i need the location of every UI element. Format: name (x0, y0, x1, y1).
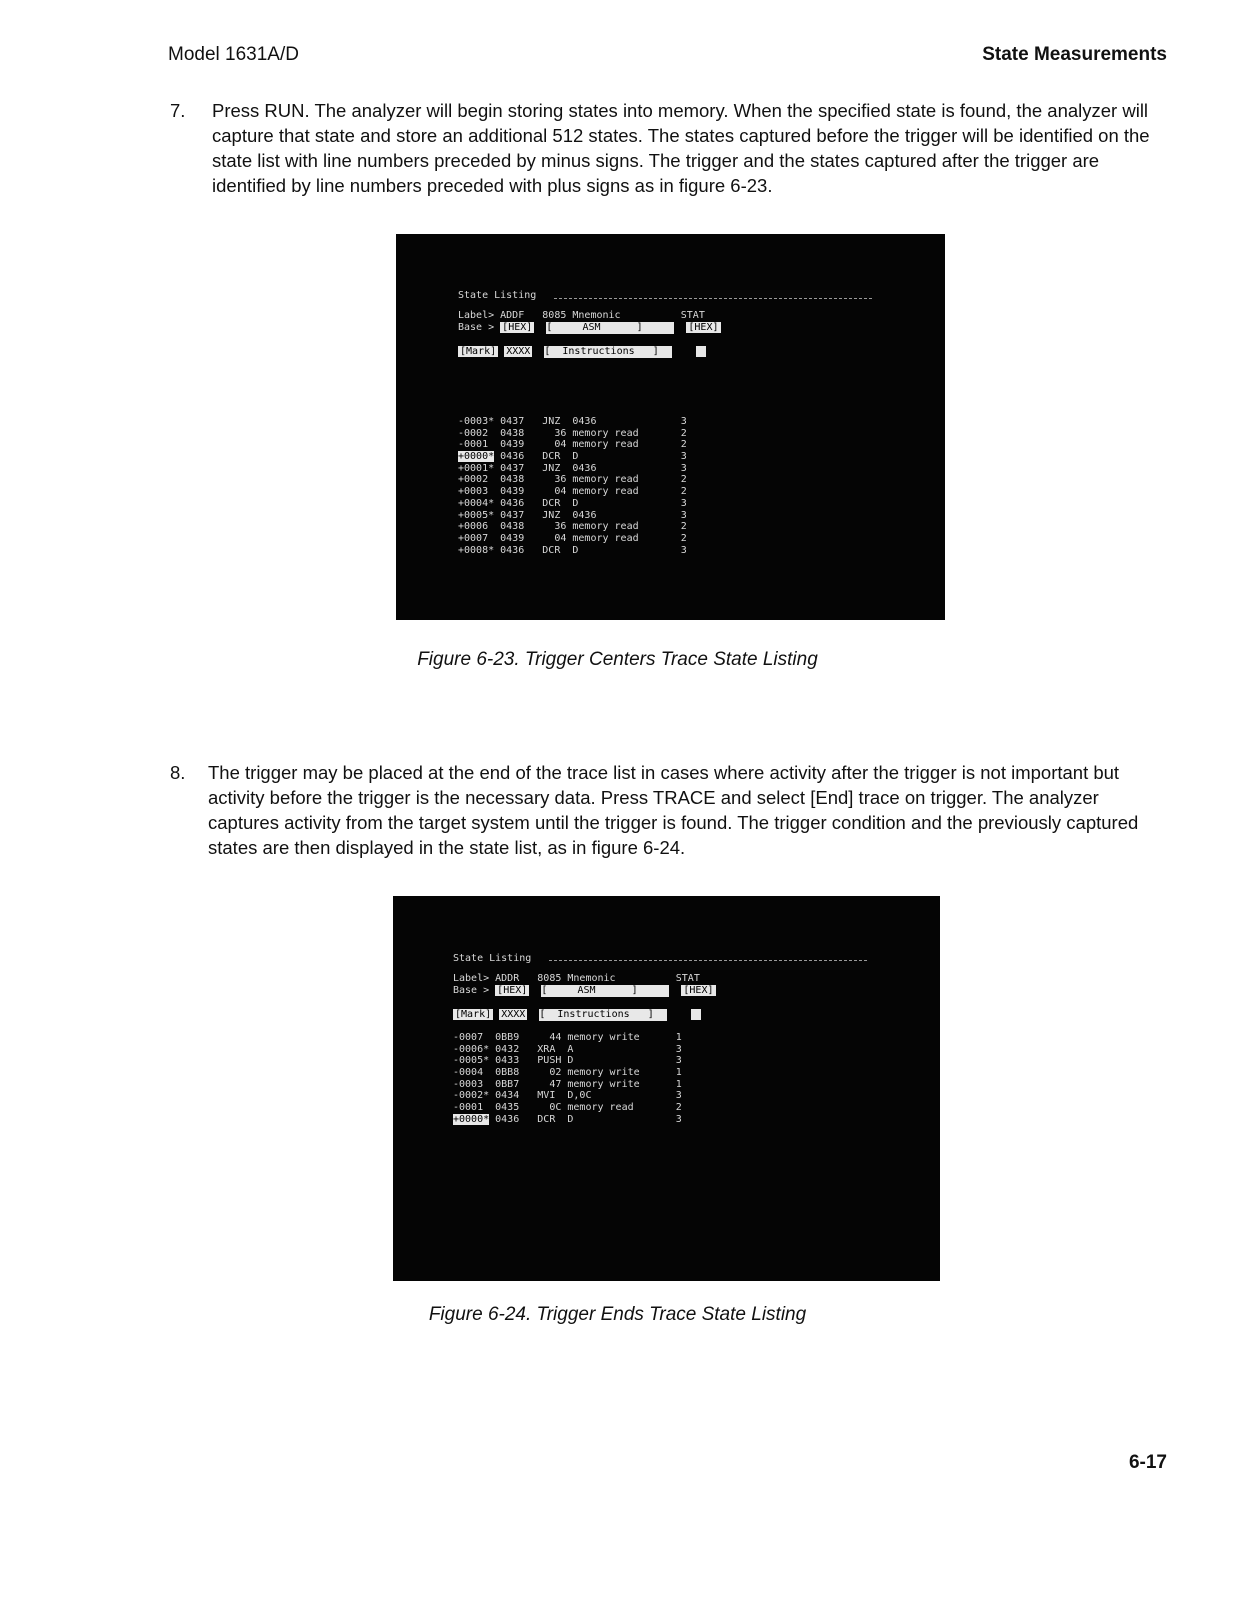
instructions-field[interactable]: [ Instructions ] (544, 346, 672, 358)
label-line: Label> ADDF 8085 Mnemonic STAT (458, 310, 705, 321)
mark-line (453, 1009, 701, 1021)
line-number: -0007 (453, 1032, 490, 1043)
state-fields: 0437 JNZ 0436 3 (494, 509, 687, 521)
state-row (453, 1114, 682, 1126)
state-fields: 0435 0C memory read 2 (489, 1102, 682, 1114)
mark-stat-cursor (696, 346, 706, 357)
base-line (458, 322, 721, 334)
mark-button[interactable]: [Mark] (460, 346, 497, 357)
state-row (458, 498, 687, 510)
figure-6-24-screen (393, 896, 940, 1281)
line-number: +0002 (458, 474, 495, 486)
state-fields: 0436 DCR D 3 (494, 451, 687, 463)
step-8-text: The trigger may be placed at the end of the trace list in cases where activity after the trigger is not important but activity before the trigger is the necessary data. Press TRACE and select [End] trace on trigger. The analyzer captures activity from the target system until the trigger is found. The trigger condition and the previously captured states are then displayed in the state list, as in figure 6-24. (208, 762, 1139, 858)
state-rows (458, 416, 687, 556)
state-fields: 0437 JNZ 0436 3 (494, 416, 687, 427)
line-number: -0001 (458, 439, 495, 451)
step-7 (170, 98, 1170, 198)
line-number: +0005* (458, 509, 495, 521)
header-model: Model 1631A/D (168, 44, 299, 65)
mark-stat-cursor (691, 1009, 701, 1020)
state-fields: 0433 PUSH D 3 (489, 1055, 682, 1067)
state-fields: 0438 36 memory read 2 (494, 521, 687, 533)
step-8-number: 8. (170, 762, 186, 783)
screen-title: State Listing (453, 953, 532, 964)
figure-6-23-caption: Figure 6-23. Trigger Centers Trace State Listing (417, 649, 818, 670)
base-prefix: Base > (458, 322, 501, 333)
page-number: 6-17 (1128, 1452, 1167, 1473)
line-number: -0004 (453, 1067, 490, 1079)
state-row (453, 1102, 682, 1114)
base-stat-field[interactable]: [HEX] (688, 322, 719, 333)
line-number: -0003* (458, 416, 495, 427)
state-row (453, 1055, 682, 1067)
state-row (458, 463, 687, 475)
line-number: +0004* (458, 497, 495, 509)
state-row (453, 1079, 682, 1091)
line-number: -0005* (453, 1055, 490, 1067)
title-rule (554, 298, 872, 299)
step-8 (170, 760, 1170, 860)
mark-button[interactable]: [Mark] (455, 1009, 492, 1020)
line-number: +0001* (458, 462, 495, 474)
base-prefix: Base > (453, 985, 496, 996)
state-fields: 0436 DCR D 3 (494, 497, 687, 509)
state-fields: 0434 MVI D,0C 3 (489, 1090, 682, 1102)
line-number: +0007 (458, 532, 495, 544)
base-addr-field[interactable]: [HEX] (502, 322, 533, 333)
figure-6-23-screen (396, 234, 945, 620)
line-number: -0002* (453, 1090, 490, 1102)
state-row (458, 416, 687, 428)
state-row (458, 521, 687, 533)
state-fields: 0439 04 memory read 2 (494, 486, 687, 498)
base-asm-field[interactable]: [ ASM ] (546, 322, 674, 334)
state-fields: 0BB9 44 memory write 1 (489, 1032, 682, 1043)
line-number: +0008* (458, 544, 495, 556)
line-number: +0000* (453, 1113, 490, 1125)
screen-title: State Listing (458, 290, 537, 301)
title-rule (549, 960, 867, 961)
base-line (453, 985, 716, 997)
state-row (458, 474, 687, 486)
state-row (458, 545, 687, 557)
mark-value: XXXX (501, 1009, 526, 1020)
state-row (458, 510, 687, 522)
line-number: -0003 (453, 1078, 490, 1090)
instructions-field[interactable]: [ Instructions ] (539, 1009, 667, 1021)
line-number: +0006 (458, 521, 495, 533)
state-fields: 0436 DCR D 3 (494, 544, 687, 556)
state-fields: 0436 DCR D 3 (489, 1113, 682, 1125)
mark-value: XXXX (506, 346, 531, 357)
state-fields: 0438 36 memory read 2 (494, 427, 687, 439)
state-row (458, 428, 687, 440)
figure-6-24-caption: Figure 6-24. Trigger Ends Trace State Listing (428, 1304, 807, 1325)
state-fields: 0439 04 memory read 2 (494, 439, 687, 451)
base-stat-field[interactable]: [HEX] (683, 985, 714, 996)
state-rows (453, 1032, 682, 1126)
step-7-number: 7. (170, 100, 186, 121)
base-addr-field[interactable]: [HEX] (497, 985, 528, 996)
step-7-text: Press RUN. The analyzer will begin storing states into memory. When the specified state is found, the analyzer will capture that state and store an additional 512 states. The states captured before the trigger will be identified on the state list with line numbers preceded by minus signs. The trigger and the states captured after the trigger are identified by line numbers preceded with plus signs as in figure 6-23. (212, 100, 1150, 196)
mark-line (458, 346, 706, 358)
label-line: Label> ADDR 8085 Mnemonic STAT (453, 973, 700, 984)
line-number: +0003 (458, 486, 495, 498)
state-row (458, 486, 687, 498)
line-number: +0000* (458, 451, 495, 463)
state-row (453, 1032, 682, 1044)
state-fields: 0438 36 memory read 2 (494, 474, 687, 486)
state-row (453, 1090, 682, 1102)
state-fields: 0439 04 memory read 2 (494, 532, 687, 544)
state-row (458, 451, 687, 463)
state-fields: 0437 JNZ 0436 3 (494, 462, 687, 474)
state-row (458, 439, 687, 451)
base-asm-field[interactable]: [ ASM ] (541, 985, 669, 997)
line-number: -0002 (458, 427, 495, 439)
header-section: State Measurements (982, 44, 1167, 65)
state-row (453, 1067, 682, 1079)
state-fields: 0BB7 47 memory write 1 (489, 1078, 682, 1090)
state-fields: 0BB8 02 memory write 1 (489, 1067, 682, 1079)
line-number: -0006* (453, 1043, 490, 1055)
state-row (453, 1044, 682, 1056)
state-row (458, 533, 687, 545)
state-fields: 0432 XRA A 3 (489, 1043, 682, 1055)
line-number: -0001 (453, 1102, 490, 1114)
